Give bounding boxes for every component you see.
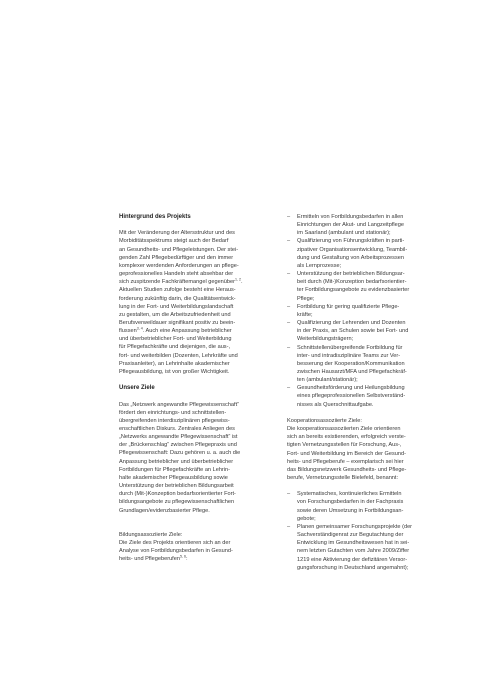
background-paragraph — [119, 229, 277, 376]
education-goals-colon: : — [185, 556, 188, 563]
footnote-ref: 3, 4 — [136, 326, 143, 331]
cooperation-goals-paragraph: Kooperationsassoziierte Ziele: Die kooperationsassoziierten Ziele orientieren sich an bereits existierenden, erfolgreich verste- tigten Vernetzungsstellen für Forschung, Aus-, Fort- und Weiterbildung im Bereich der Gesund- heits- und Pflegeberufe – exemplarisch sei hier das Bildungsnetzwerk Gesundheits- und Pflege- berufe, Vernetzungsstelle Bielefeld, benannt: — [287, 417, 407, 481]
list-item: – Qualifizierung der Lehrenden und Dozenten in der Praxis, an Schulen sowie bei Fort- und Weiterbildungsträgern; — [287, 319, 445, 343]
footnote-ref: 5, 6 — [179, 555, 186, 560]
list-item: – Schnittstellenübergreifende Fortbildung für inter- und intradisziplinäre Teams zur Ver- besserung der Kooperation/Kommunikation zwischen Hausarzt/MFA und Pflegefachkräf- ten (ambulant/stationär); — [287, 344, 445, 385]
section-heading-background: Hintergrund des Projekts — [119, 214, 191, 220]
list-item: – Unterstützung der betrieblichen Bildungsar- beit durch (Mit-)Konzeption bedarfsorientier- ter Fortbildungsangebote zu evidenzbasierter Pflege; — [287, 270, 445, 303]
cooperation-goals-list — [287, 490, 445, 572]
list-item: – Qualifizierung von Führungskräften in parti- zipativer Organisationsentwicklung, Teambil- dung und Gestaltung von Arbeitsprozessen als Lernprozesse; — [287, 237, 445, 270]
footnote-ref: 1, 2 — [235, 277, 241, 282]
education-goals-paragraph — [119, 531, 277, 564]
background-text-2: . Aktuellen Studien zufolge besteht eine Heraus- forderung zukünftig darin, die Qualitätsentwick- lung in der Fort- und Weiterbildungslandschaft zu gestalten, um die Arbeitszufriedenheit und Berufsverweildauer signifikant positiv zu beein- flussen — [119, 279, 243, 335]
left-column — [119, 213, 277, 564]
education-goals-text: Bildungsassoziierte Ziele: Die Ziele des Projekts orientieren sich an der Analyse von Fortbildungsbedarfen in Gesund- heits- und Pflegeberufen — [119, 532, 233, 563]
list-item: – Gesundheitsförderung und Heilungsbildung eines pflegeprofessionellen Selbstverständ- nisses als Querschnittaufgabe. — [287, 384, 445, 408]
list-item: – Fortbildung für gering qualifizierte Pflege- kräfte; — [287, 303, 445, 319]
right-column — [287, 213, 445, 572]
background-text-3: . Auch eine Anpassung betrieblicher und überbetrieblicher Fort- und Weiterbildung für Pflegefachkräfte und diejenigen, die aus-, fort- und weiterbilden (Dozenten, Lehrkräfte und Praxisanleiter), an Lehrinhalte akademischer Pflegeausbildung, ist von großer Wichtigkeit. — [119, 328, 238, 375]
education-goals-list — [287, 213, 445, 409]
list-item: – Planen gemeinsamer Forschungsprojekte (der Sachverständigenrat zur Begutachtung der Entwicklung im Gesundheitswesen hat in sei- nem letzten Gutachten vom Jahre 2009/Ziffer 1219 eine Aktivierung der defizitären Versor- gungsforschung in Deutschland angemahnt); — [287, 523, 445, 572]
goals-paragraph: Das „Netzwerk angewandte Pflegewissenschaft“ fördert den einrichtungs- und schnittstellen- übergreifenden interdisziplinären pflegewiss- enschaftlichen Diskurs. Zentrales Anliegen des „Netzwerks angewandte Pflegewissenschaft“ ist der „Brückenschlag“ zwischen Pflegepraxis und Pflegewissenschaft: Dazu gehören u. a. auch die Anpassung betrieblicher und überbetrieblicher Fortbildungen für Pflegefachkräfte an Lehrin- halte akademischer Pflegeausbildung sowie Unterstützung der betrieblichen Bildungsarbeit durch (Mit-)Konzeption bedarfsorientierter Fort- bildungsangebote zu pflegewissenschaftlichen Grundlagen/evidenzbasierter Pflege. — [119, 401, 241, 514]
section-heading-goals: Unsere Ziele — [119, 385, 155, 392]
background-text-1: Mit der Veränderung der Altersstruktur und des Morbiditätsspektrums steigt auch der Bedarf an Gesundheits- und Pflegeleistungen. Der stei- genden Zahl Pflegebedürftiger und den immer komplexer werdenden Anforderungen an pflege- geprofessionelles Handeln steht absehbar der sich zuspitzende Fachkräftemangel gegenüber — [119, 230, 239, 286]
list-item: – Systematisches, kontinuierliches Ermitteln von Forschungsbedarfen in der Fachpraxis sowie deren Umsetzung in Fortbildungsan- gebote; — [287, 490, 445, 523]
list-item: – Ermitteln von Fortbildungsbedarfen in allen Einrichtungen der Akut- und Langzeitpflege im Saarland (ambulant und stationär); — [287, 213, 445, 237]
